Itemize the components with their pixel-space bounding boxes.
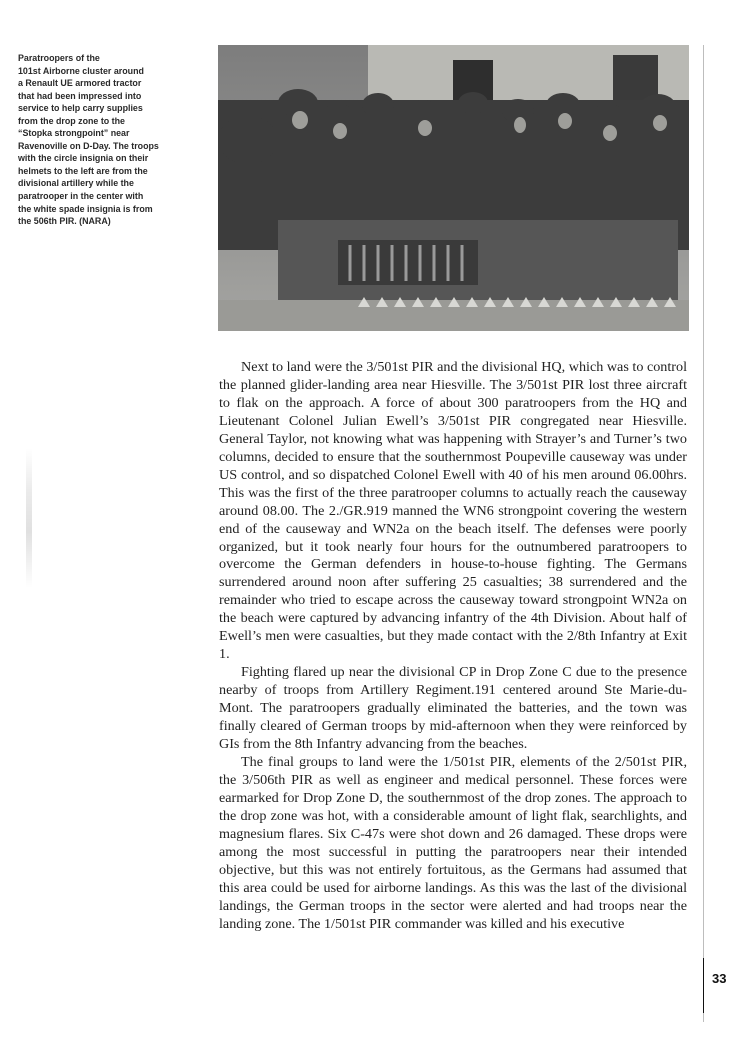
photo-caption <box>18 52 208 228</box>
photo-illustration <box>218 45 689 331</box>
caption-line: with the circle insignia on their <box>18 153 149 164</box>
caption-line: a Renault UE armored tractor <box>18 78 142 89</box>
caption-line: Paratroopers of the <box>18 53 100 63</box>
caption-line: paratrooper in the center with <box>18 191 144 202</box>
caption-line: helmets to the left are from the <box>18 165 148 176</box>
page-number: 33 <box>712 971 727 986</box>
article-body <box>219 359 687 934</box>
caption-line: service to help carry supplies <box>18 103 143 114</box>
caption-line: 101st Airborne cluster around <box>18 65 144 76</box>
folio-rule <box>703 958 704 1013</box>
body-paragraph: Fighting flared up near the divisional CP in Drop Zone C due to the presence nearby of troops from Artillery Regiment.191 centered around Ste Marie-du-Mont. The paratroopers gradually eliminated the batteries, and the town was finally cleared of German troops by mid-afternoon when they were reinforced by GIs from the 8th Infantry advancing from the beaches. <box>219 664 687 753</box>
caption-line: that had been impressed into <box>18 90 142 101</box>
body-paragraph: The final groups to land were the 1/501st PIR, elements of the 2/501st PIR, the 3/506th PIR as well as engineer and medical personnel. These forces were earmarked for Drop Zone D, the southernmost of the drop zones. The approach to the drop zone was hot, with a considerable amount of light flak, searchlights, and magnesium flares. Six C-47s were shot down and 26 damaged. These drops were among the most successful in putting the paratroopers near their intended objective, but this was not entirely fortuitous, as the Germans had assumed that this area could be used for airborne landings. As this was the last of the divisional landings, the German troops in the sector were alerted and had troops near the landing zone. The 1/501st PIR commander was killed and his executive <box>219 753 687 932</box>
caption-line: the white spade insignia is from <box>18 203 153 214</box>
caption-line: the 506th PIR. (NARA) <box>18 216 111 227</box>
scan-smudge <box>26 448 32 588</box>
column-rule <box>703 45 704 1022</box>
caption-line: Ravenoville on D-Day. The troops <box>18 140 159 151</box>
caption-line: from the drop zone to the <box>18 115 125 126</box>
body-paragraph: Next to land were the 3/501st PIR and the divisional HQ, which was to control the planned glider-landing area near Hiesville. The 3/501st PIR lost three aircraft to flak on the approach. A force of about 300 paratroopers from the HQ and Lieutenant Colonel Julian Ewell’s 3/501st PIR congregated near Hiesville. General Taylor, not knowing what was happening with Strayer’s and Turner’s two columns, decided to ensure that the southernmost Poupeville causeway was under US control, and so dispatched Colonel Ewell with 40 of his men around 06.00hrs. This was the first of the three paratrooper columns to actually reach the causeway around 08.00. The 2./GR.919 manned the WN6 strongpoint covering the western end of the causeway and WN2a on the beach itself. The defenses were poorly organized, but it took nearly four hours for the outnumbered paratroopers to overcome the German defenders in house-to-house fighting. The Germans surrendered around noon after suffering 25 casualties; 38 surrendered and the remainder who tried to escape across the causeway toward strongpoint WN2a on the beach were captured by advancing infantry of the 4th Division. About half of Ewell’s men were casualties, but they made contact with the 2/8th Infantry at Exit 1. <box>219 359 687 663</box>
caption-line: “Stopka strongpoint” near <box>18 128 130 139</box>
caption-line: divisional artillery while the <box>18 178 134 189</box>
renault-ue-tractor <box>278 220 678 300</box>
paratroopers-photo <box>218 45 689 331</box>
